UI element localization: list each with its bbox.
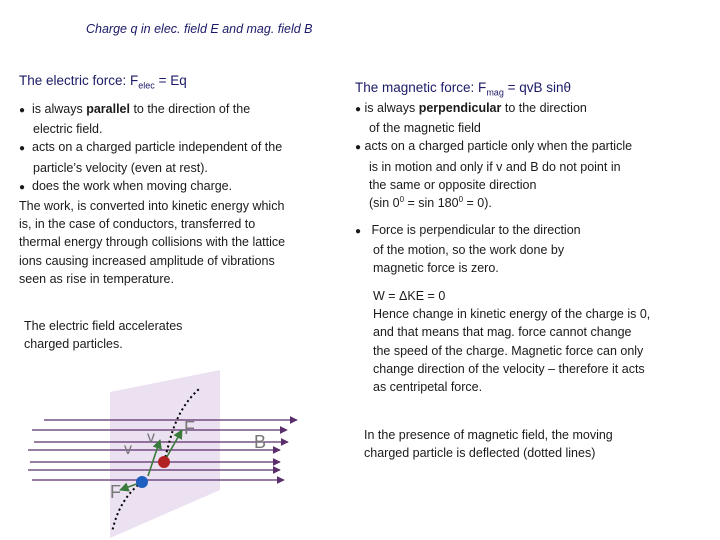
electric-bullet-2 [19,138,285,158]
label-B: B [254,432,267,452]
magnetic-b2-l1: acts on a charged particle only when the particle [364,139,633,154]
electric-b3: does the work when moving charge. [32,178,233,193]
electric-b1-post: to the direction of the [129,102,251,116]
sin-part-a: (sin 0 [369,196,400,211]
magnetic-work-explanation [373,287,650,396]
force-diagram [22,370,312,540]
electric-paragraph-line: seen as rise in temperature. [19,271,174,286]
electric-paragraph-line: The work, is converted into kinetic energy which [19,199,285,214]
bullet-icon: ● [19,143,26,155]
magnetic-bullet-1 [355,99,632,119]
work-explanation-line: the speed of the charge. Magnetic force can only [373,343,644,358]
electric-bullet-2-cont: particle’s velocity (even at rest). [33,160,208,175]
electric-b1-pre: is always [32,102,87,116]
magnetic-bullet-3-cont: magnetic force is zero. [373,261,499,276]
deflection-line-2: charged particle is deflected (dotted lines) [364,446,596,461]
electric-properties [19,100,285,288]
electric-heading-suffix: = Eq [154,73,187,88]
bullet-icon: ● [355,104,362,115]
bullet-icon: ● [19,105,26,116]
label-v-upper: v [147,429,155,446]
magnetic-b1-post: to the direction [501,101,587,115]
work-explanation-line: and that means that mag. force cannot change [373,325,632,340]
magnetic-heading-suffix: = qvB sinθ [503,80,571,95]
bullet-icon: ● [355,226,362,237]
work-explanation-line: change direction of the velocity – therefore it acts [373,361,645,376]
electric-force-heading [19,73,187,91]
magnetic-bullet-1-cont: of the magnetic field [369,121,481,136]
magnetic-b3-l1: Force is perpendicular to the direction [371,223,581,237]
bullet-icon: ● [19,181,26,193]
electric-b2-l1: acts on a charged particle independent of the [32,140,283,155]
bullet-icon: ● [355,142,362,154]
electric-accel-line-2: charged particles. [24,337,123,352]
electric-bullet-1 [19,100,285,120]
magnetic-bullet-2-cont: the same or opposite direction [369,177,537,192]
work-explanation-line: as centripetal force. [373,380,483,395]
electric-paragraph-line: thermal energy through collisions with the lattice [19,235,286,250]
electric-paragraph-line: ions causing increased amplitude of vibrations [19,253,275,268]
magnetic-bullet-2-cont: is in motion and only if v and B do not point in [369,159,621,174]
electric-bullet-3 [19,177,285,197]
magnetic-force-heading [355,80,571,98]
magnetic-bullet-3-cont: of the motion, so the work done by [373,243,565,258]
electric-b1-bold: parallel [86,102,130,116]
work-explanation-line: Hence change in kinetic energy of the charge is 0, [373,307,651,322]
negative-charge [136,476,148,488]
positive-charge [158,456,170,468]
electric-accel-line-1: The electric field accelerates [24,319,183,333]
magnetic-bullet-2 [355,137,632,157]
deflection-note [364,426,613,462]
sin-part-b: = sin 180 [404,196,459,211]
magnetic-work-bullet [355,221,581,278]
magnetic-b1-pre: is always [364,101,419,115]
magnetic-heading-prefix: The magnetic force: F [355,80,487,95]
degree-sup: 0 [399,194,405,204]
deflection-line-1: In the presence of magnetic field, the moving [364,428,613,442]
electric-heading-prefix: The electric force: F [19,73,139,88]
degree-sup: 0 [458,194,464,204]
magnetic-properties [355,99,632,212]
magnetic-heading-sub: mag [486,87,504,98]
electric-bullet-1-cont: electric field. [33,122,103,137]
label-v-lower: v [124,441,132,458]
slide-title: Charge q in elec. field E and mag. field B [86,22,313,36]
electric-paragraph-line: is, in the case of conductors, transferred to [19,217,256,232]
magnetic-bullet-3 [355,221,581,241]
electric-heading-sub: elec [138,80,155,91]
electric-accelerates-note [24,317,182,353]
label-F-lower: F [110,482,121,502]
magnetic-b1-bold: perpendicular [418,101,502,115]
magnetic-bullet-2-sin [355,194,632,212]
sin-part-c: = 0). [463,196,492,211]
label-F-upper: F [184,418,195,438]
work-equation: W = ΔKE = 0 [373,289,446,303]
